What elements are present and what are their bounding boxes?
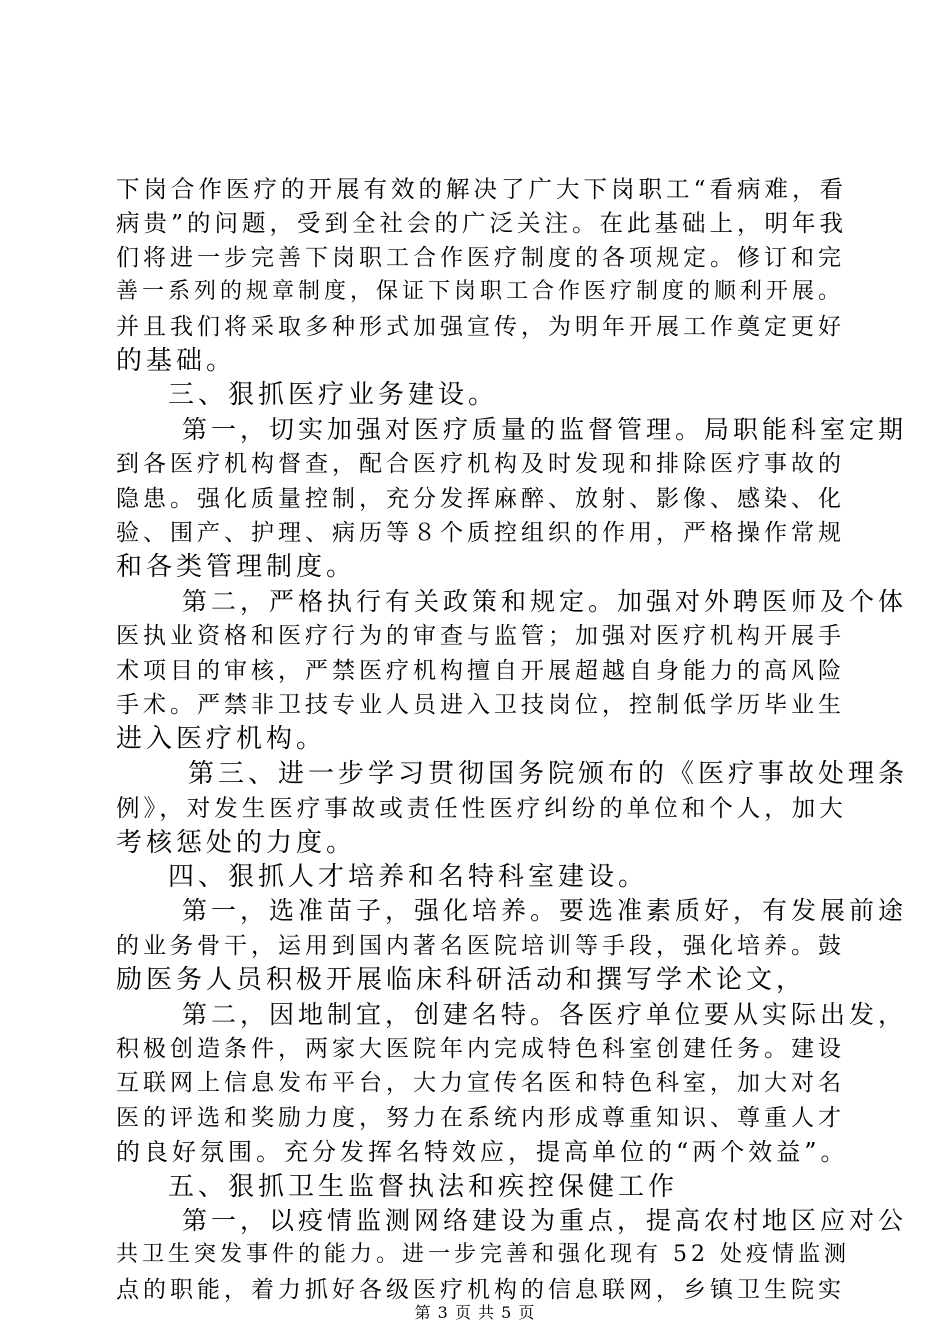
body-line: 例》，对发生医疗事故或责任性医疗纠纷的单位和个人，加大 bbox=[116, 794, 847, 823]
body-line: 善一系列的规章制度，保证下岗职工合作医疗制度的顺利开展。 bbox=[116, 279, 845, 305]
body-line: 进入医疗机构。 bbox=[116, 724, 327, 755]
body-line: 到各医疗机构督查，配合医疗机构及时发现和排除医疗事故的 bbox=[116, 451, 845, 478]
body-line: 们将进一步完善下岗职工合作医疗制度的各项规定。修订和完 bbox=[116, 244, 845, 271]
section-heading: 四、狠抓人才培养和名特科室建设。 bbox=[168, 862, 649, 892]
body-line: 的基础。 bbox=[116, 346, 237, 376]
body-line: 第一，选准苗子，强化培养。要选准素质好，有发展前途 bbox=[182, 896, 908, 926]
body-line: 第三、进一步学习贯彻国务院颁布的《医疗事故处理条 bbox=[188, 758, 909, 789]
body-line: 并且我们将采取多种形式加强宣传，为明年开展工作奠定更好 bbox=[116, 313, 845, 340]
body-line: 第一，切实加强对医疗质量的监督管理。局职能科室定期 bbox=[182, 414, 908, 444]
body-line: 考核惩处的力度。 bbox=[116, 827, 357, 858]
body-line: 病贵”的问题，受到全社会的广泛关注。在此基础上，明年我 bbox=[116, 209, 848, 238]
body-line: 的业务骨干，运用到国内著名医院培训等手段，强化培养。鼓 bbox=[116, 932, 845, 959]
body-line: 医的评选和奖励力度，努力在系统内形成尊重知识、尊重人才 bbox=[116, 1104, 845, 1131]
section-heading: 三、狠抓医疗业务建设。 bbox=[168, 380, 499, 411]
body-line: 下岗合作医疗的开展有效的解决了广大下岗职工“看病难，看 bbox=[116, 175, 848, 203]
body-line: 的良好氛围。充分发挥名特效应，提高单位的“两个效益”。 bbox=[116, 1138, 849, 1167]
section-heading: 五、狠抓卫生监督执法和疾控保健工作 bbox=[168, 1171, 679, 1202]
body-line: 手术。严禁非卫技专业人员进入卫技岗位，控制低学历毕业生 bbox=[116, 692, 845, 718]
body-line: 医执业资格和医疗行为的审查与监管；加强对医疗机构开展手 bbox=[116, 623, 845, 650]
body-line: 第一，以疫情监测网络建设为重点，提高农村地区应对公 bbox=[182, 1206, 908, 1235]
body-line: 第二，因地制宜，创建名特。各医疗单位要从实际出发， bbox=[182, 999, 908, 1029]
body-line: 积极创造条件，两家大医院年内完成特色科室创建任务。建设 bbox=[116, 1036, 845, 1062]
page-footer: 第 3 页 共 5 页 bbox=[414, 1303, 536, 1322]
body-line: 励医务人员积极开展临床科研活动和撰写学术论文， bbox=[116, 965, 807, 996]
body-line: 术项目的审核，严禁医疗机构擅自开展超越自身能力的高风险 bbox=[116, 657, 845, 684]
body-line: 验、围产、护理、病历等８个质控组织的作用，严格操作常规 bbox=[116, 520, 845, 546]
body-line: 共卫生突发事件的能力。进一步完善和强化现有 52 处疫情监测 bbox=[116, 1242, 850, 1268]
body-line: 隐患。强化质量控制，充分发挥麻醉、放射、影像、感染、化 bbox=[116, 485, 845, 512]
body-line: 点的职能，着力抓好各级医疗机构的信息联网，乡镇卫生院实 bbox=[116, 1276, 845, 1303]
body-line: 第二，严格执行有关政策和规定。加强对外聘医师及个体 bbox=[182, 586, 908, 616]
body-line: 互联网上信息发布平台，大力宣传名医和特色科室，加大对名 bbox=[116, 1070, 845, 1097]
body-line: 和各类管理制度。 bbox=[116, 552, 357, 583]
